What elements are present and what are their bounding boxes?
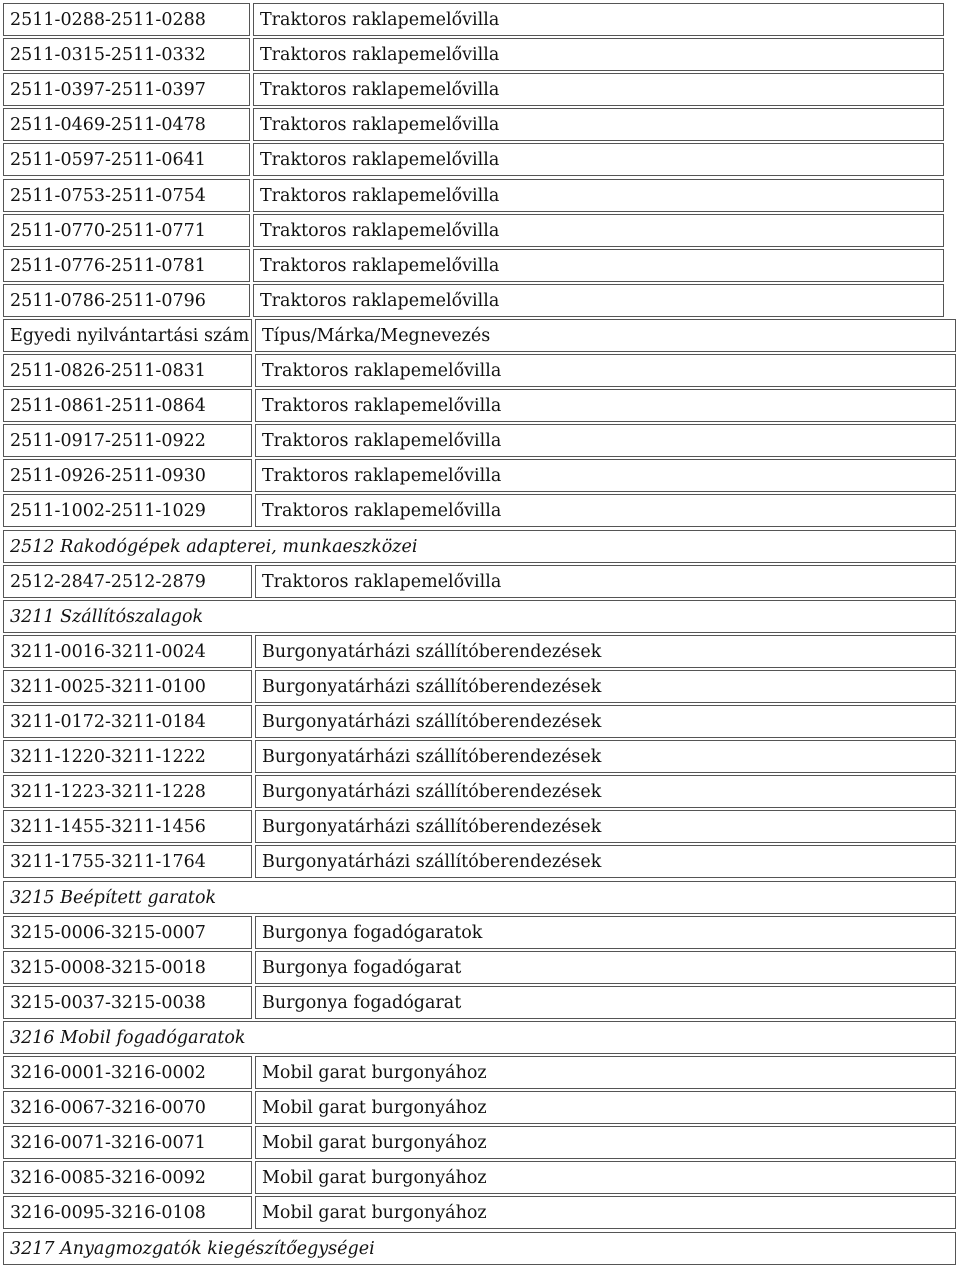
header-id: Egyedi nyilvántartási szám	[3, 319, 252, 352]
equipment-type: Mobil garat burgonyához	[255, 1056, 956, 1089]
registration-number: 3211-1455-3211-1456	[3, 810, 252, 843]
equipment-type: Traktoros raklapemelővilla	[255, 459, 956, 492]
registration-number: 2511-0315-2511-0332	[3, 38, 250, 71]
section-header-row	[3, 600, 956, 633]
equipment-type: Mobil garat burgonyához	[255, 1196, 956, 1229]
table-row	[3, 179, 944, 212]
equipment-type: Burgonyatárházi szállítóberendezések	[255, 670, 956, 703]
equipment-type: Burgonyatárházi szállítóberendezések	[255, 845, 956, 878]
table-row	[3, 916, 956, 949]
section-header-row	[3, 530, 956, 563]
registration-number: 3211-0016-3211-0024	[3, 635, 252, 668]
table-row	[3, 73, 944, 106]
equipment-type: Traktoros raklapemelővilla	[253, 73, 944, 106]
equipment-type: Burgonya fogadógarat	[255, 986, 956, 1019]
equipment-type: Traktoros raklapemelővilla	[253, 284, 944, 317]
equipment-type: Burgonyatárházi szállítóberendezések	[255, 810, 956, 843]
section-header-row	[3, 1232, 956, 1265]
table-row	[3, 108, 944, 141]
table-row	[3, 1056, 956, 1089]
table-row	[3, 214, 944, 247]
registration-number: 3215-0006-3215-0007	[3, 916, 252, 949]
registration-number: 2511-0917-2511-0922	[3, 424, 252, 457]
equipment-type: Mobil garat burgonyához	[255, 1091, 956, 1124]
section-title: 3217 Anyagmozgatók kiegészítőegységei	[3, 1232, 956, 1265]
table-row	[3, 1091, 956, 1124]
equipment-type: Traktoros raklapemelővilla	[255, 565, 956, 598]
table-row	[3, 3, 944, 36]
table-row	[3, 1126, 956, 1159]
table-row	[3, 38, 944, 71]
registration-number: 3211-1220-3211-1222	[3, 740, 252, 773]
equipment-type: Traktoros raklapemelővilla	[253, 38, 944, 71]
registration-number: 3215-0008-3215-0018	[3, 951, 252, 984]
registration-number: 2511-0776-2511-0781	[3, 249, 250, 282]
equipment-type: Burgonya fogadógaratok	[255, 916, 956, 949]
header-type: Típus/Márka/Megnevezés	[255, 319, 956, 352]
registration-number: 3211-0025-3211-0100	[3, 670, 252, 703]
table-row	[3, 424, 956, 457]
registration-number: 3216-0085-3216-0092	[3, 1161, 252, 1194]
equipment-type: Mobil garat burgonyához	[255, 1126, 956, 1159]
section-title: 3216 Mobil fogadógaratok	[3, 1021, 956, 1054]
registration-number: 2511-0288-2511-0288	[3, 3, 250, 36]
table-row	[3, 775, 956, 808]
registration-number: 2512-2847-2512-2879	[3, 565, 252, 598]
column-header-row	[3, 319, 956, 352]
registration-number: 2511-1002-2511-1029	[3, 494, 252, 527]
equipment-type: Traktoros raklapemelővilla	[255, 354, 956, 387]
equipment-type: Traktoros raklapemelővilla	[255, 494, 956, 527]
table-row	[3, 565, 956, 598]
registration-number: 3211-1755-3211-1764	[3, 845, 252, 878]
table-row	[3, 284, 944, 317]
table-row	[3, 845, 956, 878]
registration-number: 2511-0397-2511-0397	[3, 73, 250, 106]
registration-number: 3211-1223-3211-1228	[3, 775, 252, 808]
table-row	[3, 249, 944, 282]
registration-number: 2511-0753-2511-0754	[3, 179, 250, 212]
table-row	[3, 143, 944, 176]
registration-number: 3216-0071-3216-0071	[3, 1126, 252, 1159]
section-title: 3215 Beépített garatok	[3, 881, 956, 914]
registration-number: 3211-0172-3211-0184	[3, 705, 252, 738]
registration-number: 2511-0786-2511-0796	[3, 284, 250, 317]
table-row	[3, 740, 956, 773]
registration-number: 2511-0597-2511-0641	[3, 143, 250, 176]
equipment-type: Burgonyatárházi szállítóberendezések	[255, 740, 956, 773]
table-row	[3, 810, 956, 843]
equipment-type: Traktoros raklapemelővilla	[253, 108, 944, 141]
equipment-type: Burgonyatárházi szállítóberendezések	[255, 705, 956, 738]
table-row	[3, 459, 956, 492]
registration-number: 2511-0926-2511-0930	[3, 459, 252, 492]
registration-number: 3216-0067-3216-0070	[3, 1091, 252, 1124]
equipment-type: Traktoros raklapemelővilla	[255, 424, 956, 457]
table-row	[3, 1161, 956, 1194]
equipment-type: Traktoros raklapemelővilla	[253, 179, 944, 212]
table-row	[3, 705, 956, 738]
equipment-type: Mobil garat burgonyához	[255, 1161, 956, 1194]
equipment-type: Burgonyatárházi szállítóberendezések	[255, 635, 956, 668]
table-row	[3, 951, 956, 984]
equipment-type: Burgonyatárházi szállítóberendezések	[255, 775, 956, 808]
table-row	[3, 635, 956, 668]
equipment-type: Traktoros raklapemelővilla	[253, 214, 944, 247]
registration-number: 2511-0770-2511-0771	[3, 214, 250, 247]
equipment-type: Traktoros raklapemelővilla	[253, 249, 944, 282]
equipment-type: Traktoros raklapemelővilla	[253, 3, 944, 36]
registration-number: 3216-0001-3216-0002	[3, 1056, 252, 1089]
table-row	[3, 389, 956, 422]
equipment-type: Burgonya fogadógarat	[255, 951, 956, 984]
table-row	[3, 1196, 956, 1229]
section-header-row	[3, 1021, 956, 1054]
registration-number: 3215-0037-3215-0038	[3, 986, 252, 1019]
table-row	[3, 354, 956, 387]
section-title: 2512 Rakodógépek adapterei, munkaeszközei	[3, 530, 956, 563]
equipment-type: Traktoros raklapemelővilla	[255, 389, 956, 422]
registration-number: 2511-0826-2511-0831	[3, 354, 252, 387]
registration-number: 2511-0861-2511-0864	[3, 389, 252, 422]
table-row	[3, 670, 956, 703]
registration-number: 3216-0095-3216-0108	[3, 1196, 252, 1229]
registration-number: 2511-0469-2511-0478	[3, 108, 250, 141]
equipment-type: Traktoros raklapemelővilla	[253, 143, 944, 176]
section-title: 3211 Szállítószalagok	[3, 600, 956, 633]
section-header-row	[3, 881, 956, 914]
table-row	[3, 494, 956, 527]
table-row	[3, 986, 956, 1019]
